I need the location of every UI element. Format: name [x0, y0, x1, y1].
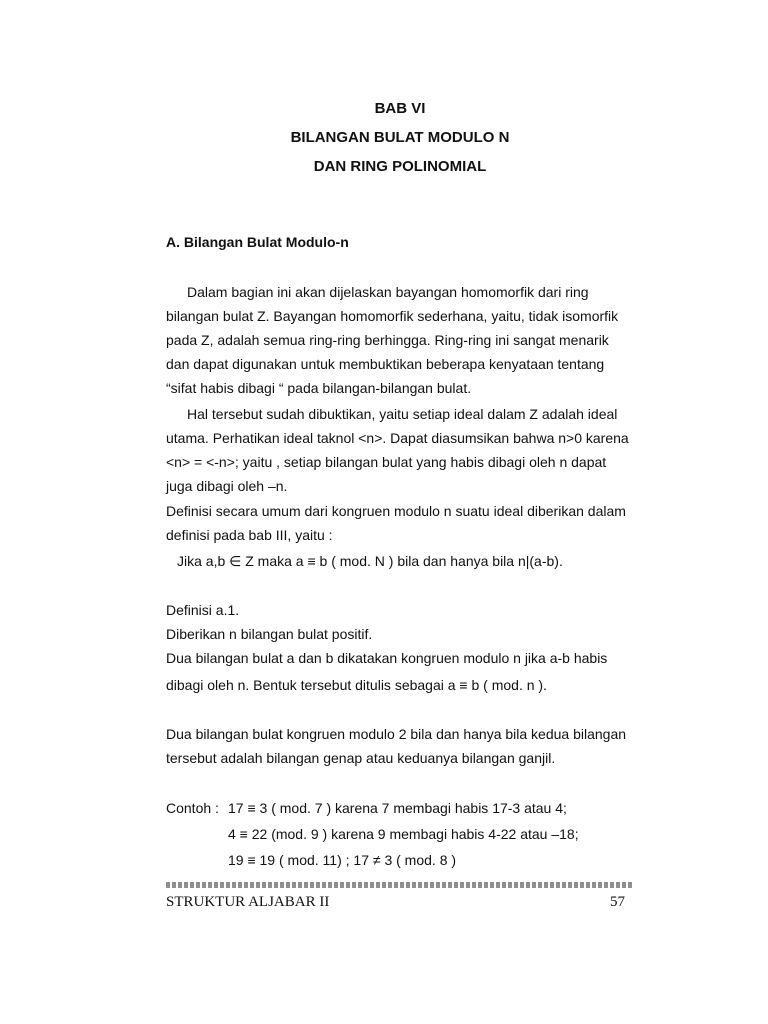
mod2-line: Dua bilangan bulat kongruen modulo 2 bila dan hanya bila kedua bilangan — [166, 726, 627, 742]
paragraph-2-line: Hal tersebut sudah dibuktikan, yaitu setiap ideal dalam Z adalah ideal — [187, 406, 618, 422]
footer-divider — [166, 882, 632, 888]
paragraph-1-line: dan dapat digunakan untuk membuktikan beberapa kenyataan tentang — [166, 356, 605, 372]
definition-line: Diberikan n bilangan bulat positif. — [166, 626, 373, 642]
paragraph-1-line: Dalam bagian ini akan dijelaskan bayangan homomorfik dari ring — [187, 284, 589, 300]
paragraph-1-line: bilangan bulat Z. Bayangan homomorfik sederhana, yaitu, tidak isomorfik — [166, 308, 619, 324]
definition-line: dibagi oleh n. Bentuk tersebut ditulis sebagai a ≡ b ( mod. n ). — [166, 677, 547, 693]
paragraph-1-line: pada Z, adalah semua ring-ring berhingga. Ring-ring ini sangat menarik — [166, 332, 609, 348]
definition-label: Definisi a.1. — [166, 602, 240, 618]
example-line: 17 ≡ 3 ( mod. 7 ) karena 7 membagi habis 17-3 atau 4; — [228, 800, 567, 816]
page-number: 57 — [610, 894, 625, 910]
mod2-line: tersebut adalah bilangan genap atau keduanya bilangan ganjil. — [166, 750, 556, 766]
paragraph-2-line: <n> = <-n>; yaitu , setiap bilangan bulat yang habis dibagi oleh n dapat — [166, 454, 607, 470]
example-line: 4 ≡ 22 (mod. 9 ) karena 9 membagi habis 4-22 atau –18; — [228, 826, 579, 842]
paragraph-3-line: definisi pada bab III, yaitu : — [166, 527, 333, 543]
paragraph-3-line: Definisi secara umum dari kongruen modulo n suatu ideal diberikan dalam — [166, 503, 626, 519]
chapter-number: BAB VI — [374, 100, 426, 117]
section-heading: A. Bilangan Bulat Modulo-n — [166, 234, 349, 250]
examples-label: Contoh : — [166, 800, 219, 816]
paragraph-1-line: “sifat habis dibagi “ pada bilangan-bilangan bulat. — [166, 380, 472, 396]
paragraph-2-line: juga dibagi oleh –n. — [166, 478, 288, 494]
footer-book-title: STRUKTUR ALJABAR II — [166, 894, 330, 910]
example-line: 19 ≡ 19 ( mod. 11) ; 17 ≠ 3 ( mod. 8 ) — [228, 852, 457, 868]
congruence-formula: Jika a,b ∈ Z maka a ≡ b ( mod. N ) bila dan hanya bila n|(a-b). — [177, 553, 563, 569]
definition-line: Dua bilangan bulat a dan b dikatakan kongruen modulo n jika a-b habis — [166, 650, 608, 666]
chapter-title-line-1: BILANGAN BULAT MODULO N — [290, 129, 510, 146]
paragraph-2-line: utama. Perhatikan ideal taknol <n>. Dapat diasumsikan bahwa n>0 karena — [166, 430, 629, 446]
chapter-title-line-2: DAN RING POLINOMIAL — [313, 158, 487, 175]
